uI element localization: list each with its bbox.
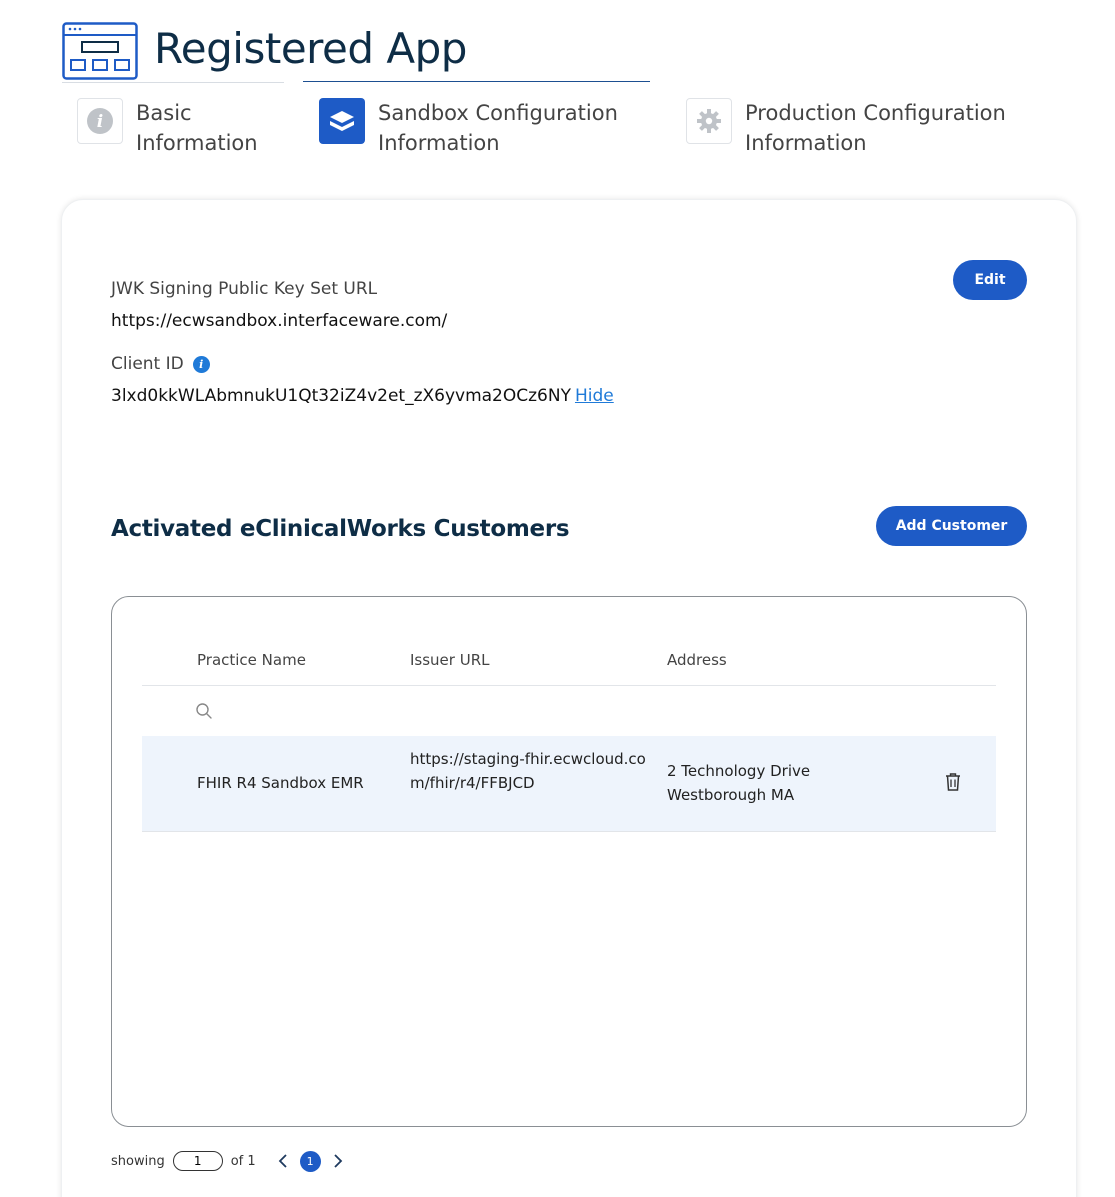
issuer-url-cell: https://staging-fhir.ecwcloud.com/fhir/r4/FFBJCD	[410, 750, 646, 792]
trash-icon[interactable]	[944, 772, 962, 792]
add-customer-button[interactable]: Add Customer	[876, 506, 1027, 546]
active-step-indicator	[303, 81, 650, 82]
svg-text:i: i	[96, 112, 104, 132]
step-basic-information[interactable]	[77, 98, 296, 158]
column-header-issuer-url[interactable]: Issuer URL	[410, 651, 490, 669]
step-label: Basic Information	[136, 101, 258, 155]
column-header-practice-name[interactable]: Practice Name	[197, 651, 306, 669]
jwk-url-label: JWK Signing Public Key Set URL	[111, 279, 378, 299]
practice-name-cell: FHIR R4 Sandbox EMR	[197, 774, 364, 792]
step-production-configuration[interactable]	[686, 98, 1045, 158]
edit-button[interactable]: Edit	[953, 260, 1027, 300]
header-divider	[62, 82, 284, 83]
step-label: Sandbox Configuration Information	[378, 101, 618, 155]
client-id-value	[111, 386, 614, 406]
page-title: Registered App	[154, 24, 467, 73]
client-id-text: 3lxd0kkWLAbmnukU1Qt32iZ4v2et_zX6yvma2OCz6NY	[111, 386, 571, 406]
customers-table	[111, 596, 1027, 1127]
jwk-url-value: https://ecwsandbox.interfaceware.com/	[111, 311, 448, 331]
client-id-label-text: Client ID	[111, 354, 184, 374]
step-label: Production Configuration Information	[745, 101, 1006, 155]
pagination	[111, 1150, 347, 1172]
customers-section-title: Activated eClinicalWorks Customers	[111, 516, 570, 542]
chevron-right-icon[interactable]	[329, 1152, 347, 1170]
page-total-label: of 1	[230, 1153, 256, 1169]
address-cell: 2 Technology Drive Westborough MA	[667, 762, 811, 804]
app-window-icon	[62, 22, 138, 80]
client-id-label	[111, 354, 210, 374]
page-number-button[interactable]: 1	[300, 1151, 321, 1172]
sandbox-box-icon	[319, 98, 365, 144]
column-header-address[interactable]: Address	[667, 651, 727, 669]
showing-label: showing	[111, 1153, 165, 1169]
info-icon	[77, 98, 123, 144]
hide-client-id-link[interactable]: Hide	[574, 386, 614, 406]
step-sandbox-configuration[interactable]	[319, 98, 678, 158]
header-divider	[142, 685, 996, 686]
info-icon[interactable]: i	[193, 356, 210, 373]
page-number-input[interactable]	[173, 1151, 223, 1171]
chevron-left-icon[interactable]	[274, 1152, 292, 1170]
gear-icon	[686, 98, 732, 144]
search-icon[interactable]	[195, 702, 213, 720]
